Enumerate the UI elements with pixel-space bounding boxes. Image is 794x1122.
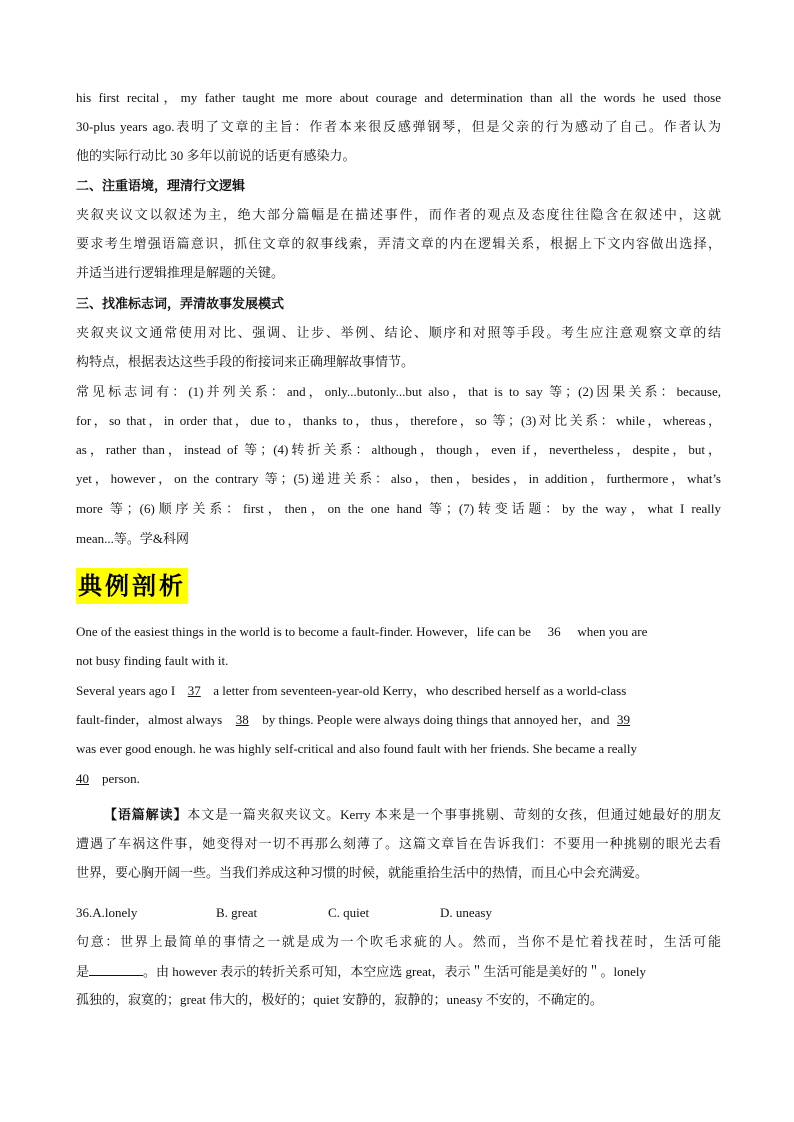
passage-line xyxy=(76,682,721,700)
section-heading: 二、注重语境，理清行文逻辑 xyxy=(76,178,246,193)
explanation-line: 句意：世界上最简单的事情之一就是成为一个吹毛求疵的人。然而，当你不是忙着找茬时，生活可能 xyxy=(76,934,721,949)
blank-39: 39 xyxy=(617,712,631,727)
option-a: 36.A.lonely xyxy=(76,905,138,920)
reading-text: 本文是一篇夹叙夹议文。Kerry 本来是一个事事挑剔、苛刻的女孩，但通过她最好的朋友 xyxy=(187,807,721,822)
explanation-line: 孤独的，寂寞的；great 伟大的，极好的；quiet 安静的，寂静的；uneasy 不安的，不确定的。 xyxy=(76,992,603,1007)
reading-line xyxy=(104,806,721,824)
blank-40: 40 xyxy=(76,771,89,786)
paragraph-line: 要求考生增强语篇意识，抓住文章的叙事线索，弄清文章的内在逻辑关系，根据上下文内容做出选择， xyxy=(76,236,721,251)
option-d: D. uneasy xyxy=(440,905,492,920)
option-b: B. great xyxy=(216,905,258,920)
passage-text: Several years ago I xyxy=(76,683,176,698)
example-analysis-badge: 典例剖析 xyxy=(76,568,188,604)
marker-line: more 等；(6)顺序关系：first，then，on the one hand 等；(7)转变话题：by the way，what I really xyxy=(76,501,721,516)
passage-line xyxy=(76,770,721,788)
reading-line: 世界，要心胸开阔一些。当我们养成这种习惯的时候，就能重拾生活中的热情，而且心中会充满爱。 xyxy=(76,865,649,880)
passage-text: One of the easiest things in the world is to become a fault-finder. However，life can be xyxy=(76,624,531,639)
passage-text: when you are xyxy=(577,624,648,639)
explanation-line xyxy=(76,962,721,981)
paragraph-line: 夹叙夹议文以叙述为主，绝大部分篇幅是在描述事件，而作者的观点及态度往往隐含在叙述中，这就 xyxy=(76,207,721,222)
paragraph-line: 他的实际行动比 30 多年以前说的话更有感染力。 xyxy=(76,148,356,163)
options-line xyxy=(76,904,721,922)
section-heading: 三、找准标志词，弄清故事发展模式 xyxy=(76,296,285,311)
option-c: C. quiet xyxy=(328,905,370,920)
blank-37: 37 xyxy=(187,683,201,698)
passage-line: was ever good enough. he was highly self-critical and also found fault with her friends. She became a really xyxy=(76,741,637,756)
paragraph-line: his first recital，my father taught me more about courage and determination than all the words he used those xyxy=(76,90,721,105)
passage-line xyxy=(76,623,721,641)
passage-text: fault-finder，almost always xyxy=(76,712,223,727)
paragraph-line: 夹叙夹议文通常使用对比、强调、让步、举例、结论、顺序和对照等手段。考生应注意观察文章的结 xyxy=(76,325,721,340)
paragraph-line: 构特点，根据表达这些手段的衔接词来正确理解故事情节。 xyxy=(76,354,415,369)
marker-line: as，rather than，instead of 等；(4)转折关系：although，though，even if，nevertheless，despite，but， xyxy=(76,442,721,457)
blank-36: 36 xyxy=(547,624,561,639)
explanation-text: 是 xyxy=(76,964,90,979)
passage-text: a letter from seventeen-year-old Kerry，who described herself as a world-class xyxy=(213,683,627,698)
passage-line xyxy=(76,711,721,729)
paragraph-line: 并适当进行逻辑推理是解题的关键。 xyxy=(76,265,285,280)
marker-line: mean...等。学&科网 xyxy=(76,531,190,546)
reading-label: 【语篇解读】 xyxy=(104,807,188,822)
explanation-text: 。由 however 表示的转折关系可知，本空应选 great，表示＂生活可能是美好的＂。lonely xyxy=(143,964,646,979)
answer-blank xyxy=(89,962,143,976)
passage-line: not busy finding fault with it. xyxy=(76,653,229,668)
blank-38: 38 xyxy=(235,712,249,727)
reading-line: 遭遇了车祸这件事，她变得对一切不再那么刻薄了。这篇文章旨在告诉我们：不要用一种挑剔的眼光去看 xyxy=(76,836,721,851)
marker-line: 常见标志词有：(1)并列关系：and，only...butonly...but also，that is to say 等；(2)因果关系：because, xyxy=(76,384,721,399)
paragraph-line: 30-plus years ago.表明了文章的主旨：作者本来很反感弹钢琴，但是父亲的行为感动了自己。作者认为 xyxy=(76,119,721,134)
marker-line: for，so that，in order that，due to，thanks to，thus，therefore，so 等；(3)对比关系：while，whereas， xyxy=(76,413,721,428)
passage-text: by things. People were always doing things that annoyed her，and xyxy=(262,712,610,727)
marker-line: yet，however，on the contrary 等；(5)递进关系：also，then，besides，in addition，furthermore，what’s xyxy=(76,471,721,486)
passage-text: person. xyxy=(102,771,140,786)
